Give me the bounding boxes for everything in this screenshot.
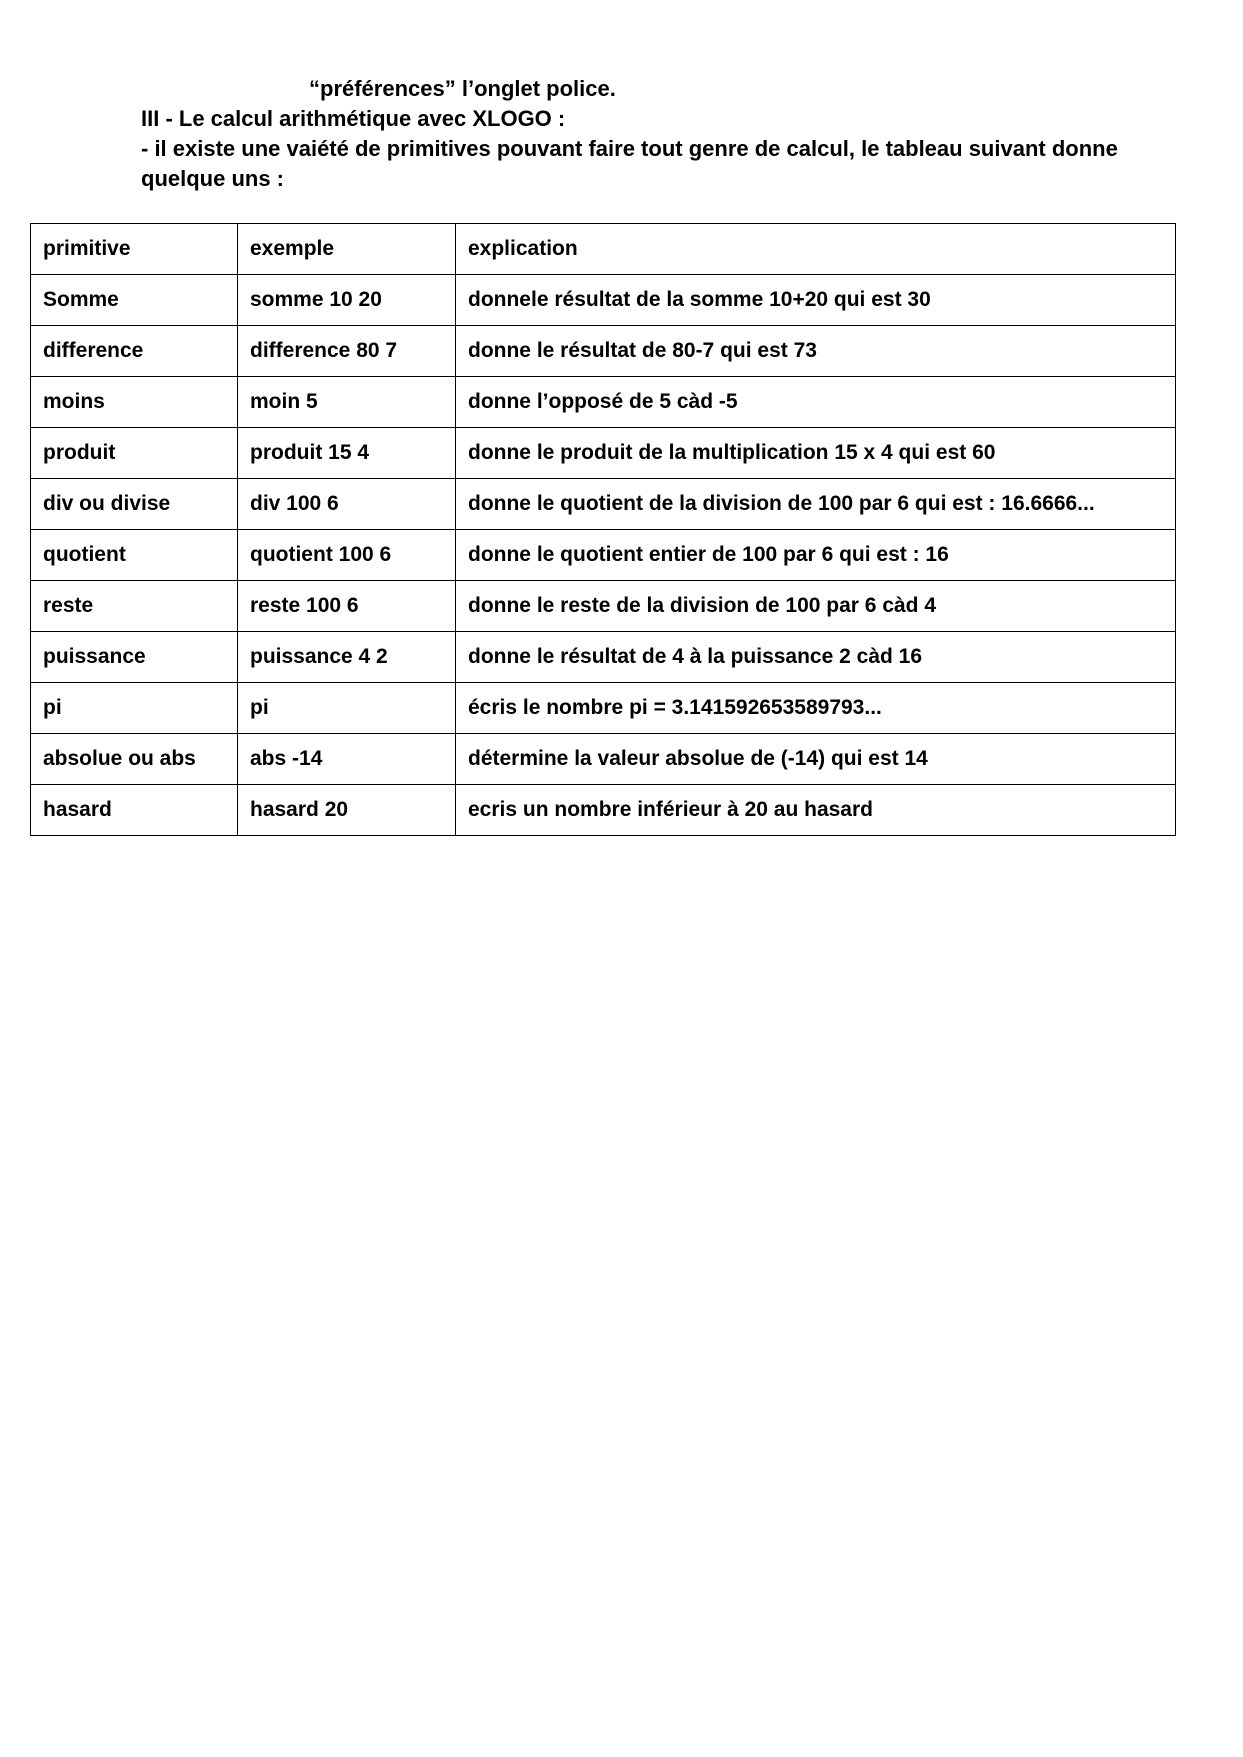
cell-explication: donne l’opposé de 5 càd -5 xyxy=(456,377,1176,428)
cell-primitive: reste xyxy=(31,581,238,632)
header-primitive: primitive xyxy=(31,224,238,275)
cell-exemple: difference 80 7 xyxy=(238,326,456,377)
cell-explication: donne le quotient de la division de 100 par 6 qui est : 16.6666... xyxy=(456,479,1176,530)
table-row xyxy=(31,530,1176,581)
cell-exemple: somme 10 20 xyxy=(238,275,456,326)
cell-exemple: reste 100 6 xyxy=(238,581,456,632)
cell-primitive: puissance xyxy=(31,632,238,683)
table-row xyxy=(31,326,1176,377)
cell-primitive: Somme xyxy=(31,275,238,326)
cell-primitive: produit xyxy=(31,428,238,479)
cell-explication: donne le résultat de 80-7 qui est 73 xyxy=(456,326,1176,377)
cell-exemple: quotient 100 6 xyxy=(238,530,456,581)
cell-explication: donnele résultat de la somme 10+20 qui est 30 xyxy=(456,275,1176,326)
cell-explication: détermine la valeur absolue de (-14) qui est 14 xyxy=(456,734,1176,785)
cell-exemple: moin 5 xyxy=(238,377,456,428)
cell-explication: donne le produit de la multiplication 15 x 4 qui est 60 xyxy=(456,428,1176,479)
cell-exemple: puissance 4 2 xyxy=(238,632,456,683)
table-row xyxy=(31,428,1176,479)
table-row xyxy=(31,275,1176,326)
header-exemple: exemple xyxy=(238,224,456,275)
table-row xyxy=(31,632,1176,683)
table-row xyxy=(31,785,1176,836)
table-header-row xyxy=(31,224,1176,275)
intro-line-preferences: “préférences” l’onglet police. xyxy=(309,76,616,101)
cell-primitive: quotient xyxy=(31,530,238,581)
cell-primitive: hasard xyxy=(31,785,238,836)
intro-paragraph-line: - il existe une vaiété de primitives pouvant faire tout genre de calcul, le tableau suivant donne xyxy=(141,136,1118,161)
intro-paragraph-line: quelque uns : xyxy=(141,166,284,191)
section-heading: III - Le calcul arithmétique avec XLOGO : xyxy=(141,106,566,131)
cell-exemple: abs -14 xyxy=(238,734,456,785)
header-explication: explication xyxy=(456,224,1176,275)
primitives-table-container xyxy=(30,223,1176,836)
cell-primitive: absolue ou abs xyxy=(31,734,238,785)
cell-exemple: hasard 20 xyxy=(238,785,456,836)
table-row xyxy=(31,734,1176,785)
cell-exemple: div 100 6 xyxy=(238,479,456,530)
cell-exemple: produit 15 4 xyxy=(238,428,456,479)
intro-text xyxy=(141,74,1161,194)
cell-explication: donne le résultat de 4 à la puissance 2 càd 16 xyxy=(456,632,1176,683)
cell-primitive: pi xyxy=(31,683,238,734)
primitives-table xyxy=(30,223,1176,836)
cell-explication: ecris un nombre inférieur à 20 au hasard xyxy=(456,785,1176,836)
cell-primitive: difference xyxy=(31,326,238,377)
table-row xyxy=(31,581,1176,632)
cell-explication: donne le reste de la division de 100 par 6 càd 4 xyxy=(456,581,1176,632)
cell-primitive: div ou divise xyxy=(31,479,238,530)
table-row xyxy=(31,479,1176,530)
cell-explication: donne le quotient entier de 100 par 6 qui est : 16 xyxy=(456,530,1176,581)
cell-explication: écris le nombre pi = 3.141592653589793... xyxy=(456,683,1176,734)
cell-primitive: moins xyxy=(31,377,238,428)
table-row xyxy=(31,377,1176,428)
table-row xyxy=(31,683,1176,734)
cell-exemple: pi xyxy=(238,683,456,734)
